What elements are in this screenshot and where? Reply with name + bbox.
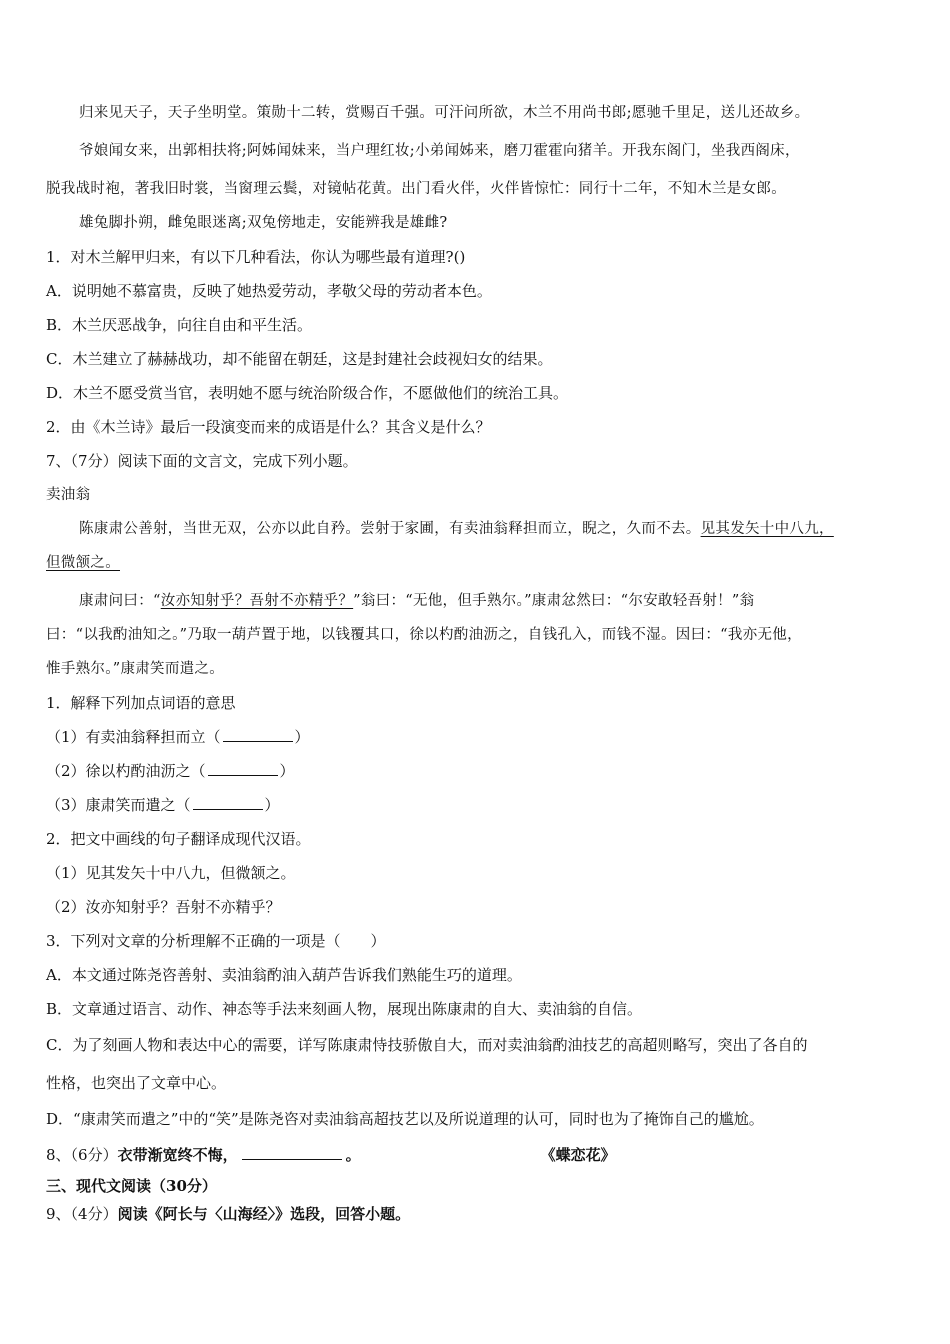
answer-blank[interactable] [223,723,293,742]
mulan-paragraph-3: 雄兔脚扑朔，雌兔眼迷离;双兔傍地走，安能辨我是雄雌? [79,215,448,231]
q7-para1-underline-b: 但微颔之。 [46,555,120,571]
close-paren: ） [294,728,310,746]
q9-prefix: 9、（4分） [46,1205,118,1223]
q7-sub3: 3．下列对文章的分析理解不正确的一项是（ ） [46,932,386,950]
answer-blank[interactable] [208,757,278,776]
q7-header: 7、（7分）阅读下面的文言文，完成下列小题。 [46,452,358,470]
q7-passage-para2-c: 曰：“以我酌油知之。”乃取一葫芦置于地，以钱覆其口，徐以杓酌油沥之，自钱孔入，而钱不湿。因曰：“我亦无他， [46,627,802,643]
q9-line [46,1200,906,1228]
answer-blank[interactable] [193,791,263,810]
q7-para2-underline: 汝亦知射乎？吾射不亦精乎？ [160,593,354,609]
q8-source: 《蝶恋花》 [540,1146,616,1164]
q6-option-b: B．木兰厌恶战争，向往自由和平生活。 [46,316,313,334]
q7-sub1-item2 [46,754,906,788]
q9-text: 阅读《阿长与〈山海经〉》选段，回答小题。 [117,1205,411,1223]
q7-sub1-item1-text: （1）有卖油翁释担而立（ [46,728,221,746]
q7-para1-plain: 陈康肃公善射，当世无双，公亦以此自矜。尝射于家圃，有卖油翁释担而立，睨之，久而不去。 [79,521,701,537]
q7-para1-underline-a: 见其发矢十中八九， [700,521,834,537]
q7-sub1: 1．解释下列加点词语的意思 [46,694,236,712]
mulan-paragraph-1: 归来见天子，天子坐明堂。策勋十二转，赏赐百千强。可汗问所欲，木兰不用尚书郎;愿驰千里足，送儿还故乡。 [79,105,810,121]
q7-option-a: A．本文通过陈尧咨善射、卖油翁酌油入葫芦告诉我们熟能生巧的道理。 [46,966,522,984]
q7-passage-para1 [46,512,906,546]
mulan-paragraph-2b: 脱我战时袍，著我旧时裳，当窗理云鬓，对镜帖花黄。出门看火伴，火伴皆惊忙：同行十二年，不知木兰是女郎。 [46,181,786,197]
mulan-paragraph-2a: 爷娘闻女来，出郭相扶将;阿姊闻妹来，当户理红妆;小弟闻姊来，磨刀霍霍向猪羊。开我东阁门，坐我西阁床， [79,143,800,159]
q7-passage-para2-d: 惟手熟尔。”康肃笑而遣之。 [46,661,225,677]
q8-text-a: 衣带渐宽终不悔， [117,1146,238,1164]
q8-text-b: 。 [345,1146,361,1164]
q7-passage-para1-cont [46,546,906,580]
q7-option-c-cont: 性格，也突出了文章中心。 [46,1074,227,1092]
q7-sub1-item3 [46,788,906,822]
q7-sub2-item1: （1）见其发矢十中八九，但微颔之。 [46,864,296,882]
q7-passage-para2 [46,584,906,618]
q6-option-a: A．说明她不慕富贵，反映了她热爱劳动，孝敬父母的劳动者本色。 [46,282,492,300]
q7-passage-title: 卖油翁 [46,487,91,503]
close-paren: ） [279,762,295,780]
close-paren: ） [264,796,280,814]
q7-sub2: 2．把文中画线的句子翻译成现代汉语。 [46,830,311,848]
q7-sub2-item2: （2）汝亦知射乎？吾射不亦精乎？ [46,898,281,916]
q7-option-d: D．“康肃笑而遣之”中的“笑”是陈尧咨对卖油翁高超技艺以及所说道理的认可，同时也为了掩饰自己的尴尬。 [46,1110,764,1128]
q7-option-b: B．文章通过语言、动作、神态等手法来刻画人物，展现出陈康肃的自大、卖油翁的自信。 [46,1000,643,1018]
q6-sub2: 2．由《木兰诗》最后一段演变而来的成语是什么？其含义是什么？ [46,418,491,436]
section-3-heading: 三、现代文阅读（30分） [46,1177,217,1195]
q7-para2-a: 康肃问曰：“ [79,593,161,609]
answer-blank[interactable] [242,1141,342,1160]
q7-option-c: C．为了刻画人物和表达中心的需要，详写陈康肃恃技骄傲自大，而对卖油翁酌油技艺的高超则略写，突出了各自的 [46,1036,808,1054]
q6-sub1: 1．对木兰解甲归来，有以下几种看法，你认为哪些最有道理?() [46,248,466,266]
q8-line [46,1138,906,1172]
q7-sub1-item3-text: （3）康肃笑而遣之（ [46,796,191,814]
q7-sub1-item2-text: （2）徐以杓酌油沥之（ [46,762,206,780]
document-page [46,96,906,1228]
q7-para2-b: ”翁曰：“无他，但手熟尔。”康肃忿然曰：“尔安敢轻吾射！”翁 [353,593,755,609]
q6-option-c: C．木兰建立了赫赫战功，却不能留在朝廷，这是封建社会歧视妇女的结果。 [46,350,553,368]
q8-prefix: 8、（6分） [46,1146,118,1164]
q6-option-d: D．木兰不愿受赏当官，表明她不愿与统治阶级合作，不愿做他们的统治工具。 [46,384,569,402]
q7-sub1-item1 [46,720,906,754]
